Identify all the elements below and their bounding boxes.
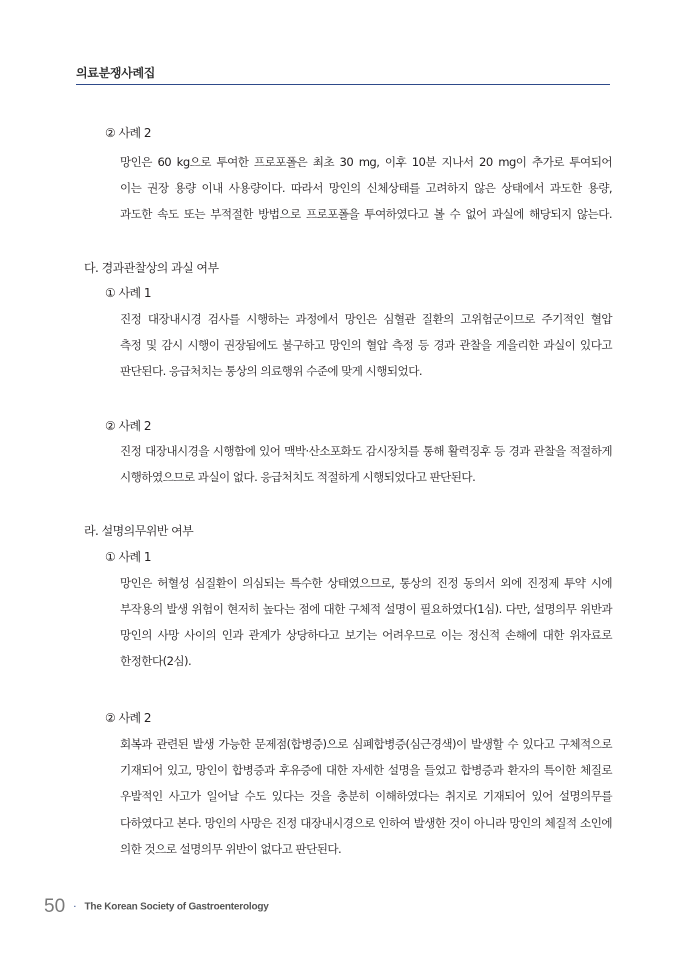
paragraph-line: 망인은 60 kg으로 투여한 프로포폴은 최초 30 mg, 이후 10분 지나서 20 mg이 추가로 투여되어 [120,155,612,169]
section-heading: 다. 경과관찰상의 과실 여부 [84,261,219,275]
case-label: ② 사례 2 [105,419,151,433]
paragraph-line: 시행하였으므로 과실이 없다. 응급처치도 적절하게 시행되었다고 판단된다. [120,470,476,484]
paragraph-line: 의한 것으로 설명의무 위반이 없다고 판단된다. [120,842,342,856]
case-label: ① 사례 1 [105,550,151,564]
page-footer [44,896,269,918]
paragraph-line: 우발적인 사고가 일어날 수도 있다는 것을 충분히 이해하였다는 취지로 기재되어 있어 설명의무를 [120,789,612,803]
footer-separator: · [73,901,77,913]
paragraph-line: 과도한 속도 또는 부적절한 방법으로 프로포폴을 투여하였다고 볼 수 없어 과실에 해당되지 않는다. [120,207,612,221]
paragraph-line: 진정 대장내시경을 시행함에 있어 맥박·산소포화도 감시장치를 통해 활력징후 등 경과 관찰을 적절하게 [120,444,612,458]
case-label: ① 사례 1 [105,286,151,300]
paragraph-line: 진정 대장내시경 검사를 시행하는 과정에서 망인은 심혈관 질환의 고위험군이므로 주기적인 혈압 [120,312,612,326]
case-label: ② 사례 2 [105,126,151,140]
page-number: 50 [44,896,66,917]
paragraph-line: 판단된다. 응급처치는 통상의 의료행위 수준에 맞게 시행되었다. [120,364,422,378]
paragraph-line: 회복과 관련된 발생 가능한 문제점(합병증)으로 심폐합병증(심근경색)이 발생할 수 있다고 구체적으로 [120,737,612,751]
paragraph-line: 다하였다고 본다. 망인의 사망은 진정 대장내시경으로 인하여 발생한 것이 아니라 망인의 체질적 소인에 [120,816,612,830]
paragraph-line: 측정 및 감시 시행이 권장됨에도 불구하고 망인의 혈압 측정 등 경과 관찰을 게을리한 과실이 있다고 [120,338,612,352]
paragraph-line: 망인의 사망 사이의 인과 관계가 상당하다고 보기는 어려우므로 이는 정신적 손해에 대한 위자료로 [120,628,612,642]
footer-society-name: The Korean Society of Gastroenterology [84,901,269,913]
header-divider [76,84,610,85]
paragraph-line: 이는 권장 용량 이내 사용량이다. 따라서 망인의 신체상태를 고려하지 않은 상태에서 과도한 용량, [120,181,612,195]
paragraph-line: 망인은 허혈성 심질환이 의심되는 특수한 상태였으므로, 통상의 진정 동의서 외에 진정제 투약 시에 [120,576,612,590]
running-header-title: 의료분쟁사례집 [76,66,156,80]
paragraph-line: 기재되어 있고, 망인이 합병증과 후유증에 대한 자세한 설명을 들었고 합병증과 환자의 특이한 체질로 [120,763,612,777]
section-heading: 라. 설명의무위반 여부 [84,524,194,538]
paragraph-line: 부작용의 발생 위험이 현저히 높다는 점에 대한 구체적 설명이 필요하였다(1심). 다만, 설명의무 위반과 [120,602,612,616]
case-label: ② 사례 2 [105,711,151,725]
paragraph-line: 한정한다(2심). [120,654,192,668]
